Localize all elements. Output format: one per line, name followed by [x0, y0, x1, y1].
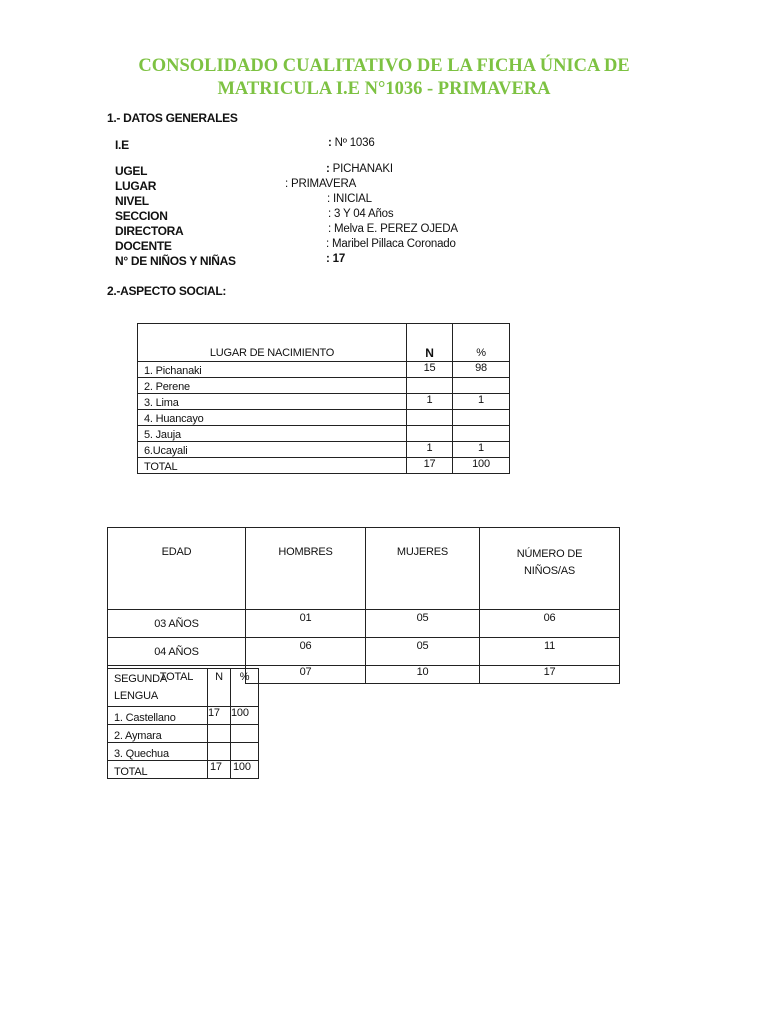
cell-n — [407, 378, 453, 394]
cell-percent: 100 — [453, 458, 510, 474]
cell-percent — [453, 426, 510, 442]
field-value-docente: : Maribel Pillaca Coronado — [326, 238, 456, 250]
cell-lugar: 6.Ucayali — [138, 442, 407, 458]
section-heading-aspecto-social: 2.-ASPECTO SOCIAL: — [107, 284, 227, 298]
cell-n — [208, 743, 231, 761]
header-n: N — [407, 324, 453, 362]
cell-n: 1 — [407, 442, 453, 458]
header-numero-ninos — [480, 528, 620, 610]
cell-percent: 1 — [453, 442, 510, 458]
cell-percent — [231, 725, 259, 743]
header-n: N — [208, 669, 231, 707]
table-row — [138, 442, 510, 458]
table-lugar-nacimiento — [137, 323, 510, 474]
field-value-seccion: : 3 Y 04 Años — [328, 208, 394, 220]
table-header-row — [138, 324, 510, 362]
cell-lugar: 5. Jauja — [138, 426, 407, 442]
cell-mujeres: 05 — [366, 638, 480, 666]
table-row — [138, 426, 510, 442]
cell-edad: TOTAL — [108, 666, 246, 684]
table-row — [138, 362, 510, 378]
cell-n: 17 — [208, 761, 231, 779]
cell-mujeres: 05 — [366, 610, 480, 638]
cell-percent — [453, 378, 510, 394]
document-title-line-1: CONSOLIDADO CUALITATIVO DE LA FICHA ÚNICA DE — [138, 56, 630, 76]
cell-lengua: TOTAL — [108, 761, 208, 779]
header-segunda-lengua-line-1: SEGUNDA — [114, 673, 167, 685]
header-percent: % — [231, 669, 259, 707]
table-segunda-lengua — [107, 668, 259, 779]
field-value-directora: : Melva E. PEREZ OJEDA — [328, 223, 458, 235]
cell-lugar: 1. Pichanaki — [138, 362, 407, 378]
header-segunda-lengua-line-2: LENGUA — [114, 690, 159, 702]
cell-n — [208, 725, 231, 743]
cell-numero: 17 — [480, 666, 620, 684]
field-label-directora: DIRECTORA — [115, 224, 184, 238]
table-row — [138, 394, 510, 410]
header-hombres: HOMBRES — [246, 528, 366, 610]
cell-n — [407, 426, 453, 442]
cell-lugar: 4. Huancayo — [138, 410, 407, 426]
table-row — [138, 378, 510, 394]
cell-percent — [231, 743, 259, 761]
field-label-ie: I.E — [115, 138, 129, 152]
table-row-total — [108, 761, 259, 779]
table-header-row — [108, 669, 259, 707]
header-numero-ninos-line-2: NIÑOS/AS — [524, 565, 575, 577]
cell-n: 15 — [407, 362, 453, 378]
table-row — [108, 610, 620, 638]
field-value-ie: : Nº 1036 — [328, 137, 375, 149]
cell-percent: 100 — [231, 707, 259, 725]
header-mujeres: MUJERES — [366, 528, 480, 610]
cell-n: 1 — [407, 394, 453, 410]
header-numero-ninos-line-1: NÚMERO DE — [516, 548, 583, 560]
table-row — [108, 707, 259, 725]
cell-n: 17 — [407, 458, 453, 474]
header-lugar-nacimiento: LUGAR DE NACIMIENTO — [138, 324, 407, 362]
field-label-numero-ninos: N° DE NIÑOS Y NIÑAS — [115, 254, 236, 268]
cell-lugar: TOTAL — [138, 458, 407, 474]
header-edad: EDAD — [108, 528, 246, 610]
cell-percent: 98 — [453, 362, 510, 378]
field-value-numero-ninos: : 17 — [326, 253, 346, 265]
header-segunda-lengua — [108, 669, 208, 707]
field-label-seccion: SECCION — [115, 209, 168, 223]
table-row — [108, 638, 620, 666]
field-label-lugar: LUGAR — [115, 179, 157, 193]
table-row — [108, 743, 259, 761]
cell-hombres: 06 — [246, 638, 366, 666]
cell-edad: 03 AÑOS — [108, 610, 246, 638]
field-value-nivel: : INICIAL — [327, 193, 372, 205]
cell-percent: 100 — [231, 761, 259, 779]
field-label-nivel: NIVEL — [115, 194, 149, 208]
cell-hombres: 07 — [246, 666, 366, 684]
cell-edad: 04 AÑOS — [108, 638, 246, 666]
cell-lengua: 1. Castellano — [108, 707, 208, 725]
table-row — [108, 725, 259, 743]
cell-n — [407, 410, 453, 426]
field-value-ugel: : PICHANAKI — [326, 163, 393, 175]
cell-n: 17 — [208, 707, 231, 725]
table-row — [138, 410, 510, 426]
field-value-lugar: : PRIMAVERA — [285, 178, 357, 190]
cell-lugar: 2. Perene — [138, 378, 407, 394]
table-header-row — [108, 528, 620, 610]
cell-numero: 06 — [480, 610, 620, 638]
cell-percent — [453, 410, 510, 426]
table-edad — [107, 527, 620, 684]
cell-mujeres: 10 — [366, 666, 480, 684]
cell-lugar: 3. Lima — [138, 394, 407, 410]
header-percent: % — [453, 324, 510, 362]
cell-hombres: 01 — [246, 610, 366, 638]
cell-lengua: 3. Quechua — [108, 743, 208, 761]
cell-numero: 11 — [480, 638, 620, 666]
cell-percent: 1 — [453, 394, 510, 410]
table-row-total — [138, 458, 510, 474]
cell-lengua: 2. Aymara — [108, 725, 208, 743]
section-heading-datos-generales: 1.- DATOS GENERALES — [107, 111, 238, 125]
document-title-line-2: MATRICULA I.E N°1036 - PRIMAVERA — [217, 79, 551, 99]
field-label-docente: DOCENTE — [115, 239, 172, 253]
field-label-ugel: UGEL — [115, 164, 148, 178]
